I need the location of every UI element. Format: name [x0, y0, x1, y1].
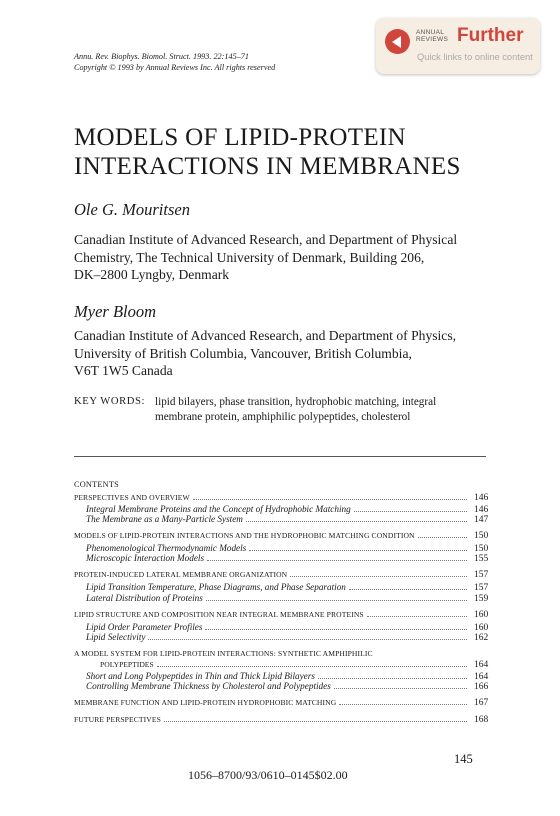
toc-entry-page: 146 [474, 493, 489, 503]
affiliation-line: University of British Columbia, Vancouver, British Columbia, [74, 345, 412, 361]
toc-entry-title: Phenomenological Thermodynamic Models [86, 543, 247, 553]
toc-entry-page: 157 [474, 583, 489, 593]
contents-heading: CONTENTS [74, 480, 119, 489]
divider [74, 456, 486, 457]
toc-entry-page: 160 [474, 610, 489, 620]
toc-leader-dots [349, 589, 467, 590]
toc-entry [74, 553, 488, 564]
toc-leader-dots [354, 511, 467, 512]
toc-entry-title: MEMBRANE FUNCTION AND LIPID-PROTEIN HYDROPHOBIC MATCHING [74, 698, 337, 707]
badge-annual: ANNUAL [416, 29, 445, 36]
toc-leader-dots [148, 639, 467, 640]
affiliation-line: Canadian Institute of Advanced Research, and Department of Physical [74, 232, 458, 247]
citation-journal: Annu. Rev. Biophys. Biomol. Struct. 1993. 22:145–71 [74, 52, 249, 61]
affiliation-line: Canadian Institute of Advanced Research, and Department of Physics, [74, 328, 457, 343]
toc-entry [74, 698, 488, 708]
toc-entry-title: Lateral Distribution of Proteins [86, 593, 203, 603]
toc-entry [74, 715, 488, 725]
keywords-line: membrane protein, amphiphilic polypeptides, cholesterol [155, 411, 411, 423]
toc-leader-dots [205, 629, 467, 630]
affiliation-line: V6T 1W5 Canada [74, 363, 173, 378]
toc-entry-title: A MODEL SYSTEM FOR LIPID-PROTEIN INTERACTIONS: SYNTHETIC AMPHIPHILIC [74, 649, 373, 658]
toc-entry-page: 150 [474, 531, 489, 541]
toc-entry-title: FUTURE PERSPECTIVES [74, 715, 161, 724]
toc-entry [74, 660, 488, 670]
toc-entry-title: PROTEIN-INDUCED LATERAL MEMBRANE ORGANIZATION [74, 570, 288, 579]
toc-entry-page: 166 [474, 682, 489, 692]
toc-entry [74, 593, 488, 604]
toc-entry-title: PERSPECTIVES AND OVERVIEW [74, 493, 190, 502]
badge-publisher [416, 29, 448, 43]
toc-entry [74, 632, 488, 643]
toc-entry-page: 164 [474, 660, 489, 670]
toc-entry-page: 167 [474, 698, 489, 708]
toc-entry [74, 493, 488, 503]
further-badge[interactable] [376, 18, 540, 74]
price-line: 1056–8700/93/0610–0145$02.00 [188, 768, 348, 782]
keywords-text [155, 395, 487, 425]
toc-entry [74, 582, 488, 593]
toc-entry [74, 531, 488, 541]
title-line-2: INTERACTIONS IN MEMBRANES [74, 153, 461, 180]
arrow-left-icon [385, 29, 410, 54]
toc-entry-page: 155 [474, 554, 489, 564]
toc-entry-title: Short and Long Polypeptides in Thin and Thick Lipid Bilayers [86, 671, 315, 681]
toc-leader-dots [290, 576, 467, 577]
title-line-1: MODELS OF LIPID-PROTEIN [74, 124, 406, 151]
toc-entry [74, 610, 488, 620]
toc-leader-dots [367, 616, 467, 617]
toc-entry-title: Integral Membrane Proteins and the Concept of Hydrophobic Matching [86, 504, 351, 514]
toc-entry-title: Lipid Order Parameter Profiles [86, 622, 203, 632]
author-name: Myer Bloom [74, 302, 157, 321]
toc-entry-title: Lipid Selectivity [86, 632, 146, 642]
toc-entry-title: MODELS OF LIPID-PROTEIN INTERACTIONS AND THE HYDROPHOBIC MATCHING CONDITION [74, 531, 415, 540]
toc-entry [74, 514, 488, 525]
author-affiliation [74, 231, 457, 284]
toc-leader-dots [249, 550, 467, 551]
toc-entry [74, 681, 488, 692]
keywords-label: KEY WORDS: [74, 396, 146, 407]
toc-leader-dots [339, 704, 467, 705]
toc-leader-dots [246, 521, 467, 522]
keywords-line: lipid bilayers, phase transition, hydrophobic matching, integral [155, 396, 437, 408]
citation [74, 51, 275, 73]
page-number: 145 [454, 752, 473, 766]
author-name: Ole G. Mouritsen [74, 200, 190, 219]
toc-entry-title: POLYPEPTIDES [100, 660, 154, 669]
toc-entry-page: 159 [474, 594, 489, 604]
toc-leader-dots [206, 600, 467, 601]
author-affiliation [74, 327, 456, 380]
citation-copyright: Copyright © 1993 by Annual Reviews Inc. All rights reserved [74, 63, 276, 72]
toc-leader-dots [418, 537, 467, 538]
toc-entry-title: LIPID STRUCTURE AND COMPOSITION NEAR INTEGRAL MEMBRANE PROTEINS [74, 610, 364, 619]
badge-reviews: REVIEWS [416, 36, 449, 43]
toc-entry-page: 160 [474, 623, 489, 633]
toc-entry-page: 146 [474, 505, 489, 515]
toc-leader-dots [157, 666, 467, 667]
toc-leader-dots [334, 688, 467, 689]
toc-entry-title: Microscopic Interaction Models [86, 553, 205, 563]
toc-leader-dots [318, 678, 467, 679]
toc-entry-title: Controlling Membrane Thickness by Cholesterol and Polypeptides [86, 681, 331, 691]
toc-entry [74, 649, 488, 659]
toc-leader-dots [207, 560, 467, 561]
article-title [74, 123, 461, 181]
toc-entry [74, 570, 488, 580]
toc-entry-title: The Membrane as a Many-Particle System [86, 514, 243, 524]
toc-entry-page: 168 [474, 715, 489, 725]
toc-entry-page: 162 [474, 633, 489, 643]
toc-entry-page: 150 [474, 544, 489, 554]
toc-entry-page: 147 [474, 515, 489, 525]
affiliation-line: Chemistry, The Technical University of Denmark, Building 206, [74, 249, 425, 265]
toc-leader-dots [193, 499, 467, 500]
badge-further: Further [457, 25, 524, 46]
toc-entry-title: Lipid Transition Temperature, Phase Diagrams, and Phase Separation [86, 582, 346, 592]
toc-leader-dots [164, 721, 467, 722]
toc-entry-page: 164 [474, 672, 489, 682]
affiliation-line: DK–2800 Lyngby, Denmark [74, 267, 230, 282]
toc-entry-page: 157 [474, 570, 489, 580]
badge-subtitle: Quick links to online content [417, 52, 533, 62]
